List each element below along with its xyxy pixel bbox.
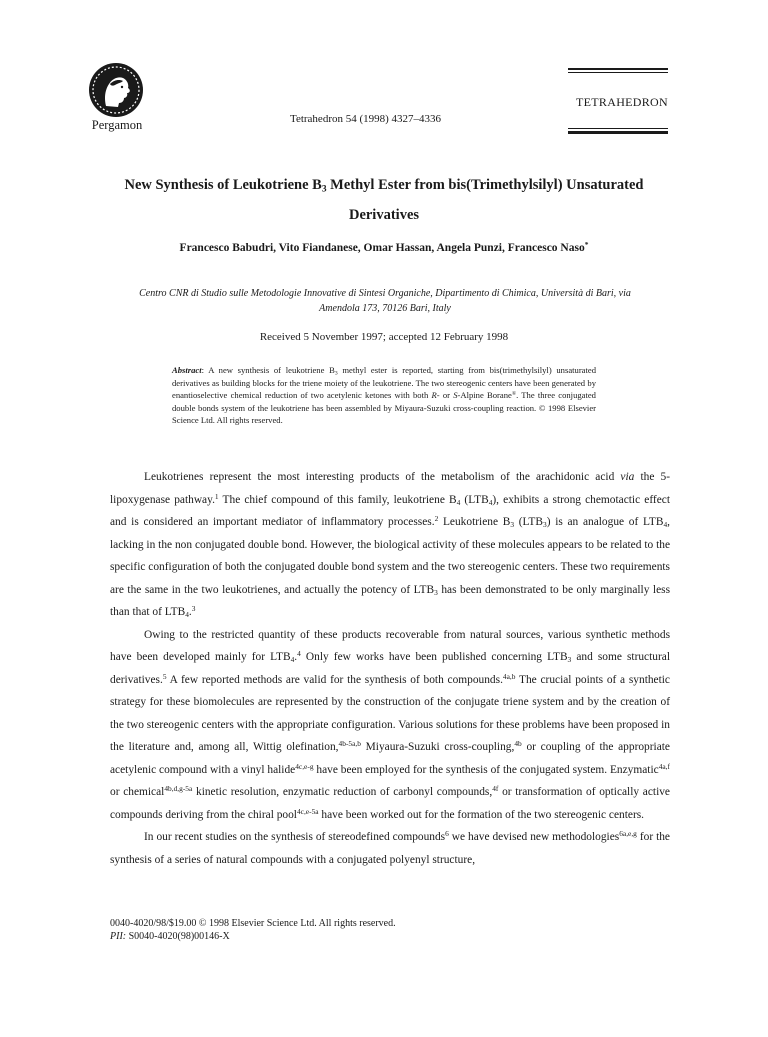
journal-citation: Tetrahedron 54 (1998) 4327–4336 xyxy=(290,113,442,125)
header-rule-top xyxy=(568,68,668,70)
header-rule-top-thin xyxy=(568,72,668,73)
abstract: Abstract: A new synthesis of leukotriene $B_3$ methyl ester is reported, starting from bis(trimethylsilyl) unsaturated derivatives as building blocks for the triene moiety of the leukotriene. The two stereogenic centers have been generated by enantioselective chemical reduction of two acetylenic ketones with both R- or S-Alpine Borane®. The three conjugated double bonds system of the leukotriene has been assembled by Miyaura-Suzuki cross-coupling reaction. © 1998 Elsevier Science Ltd. All rights reserved. xyxy=(172,365,596,425)
header-rule-bottom xyxy=(568,131,668,134)
journal-name: TETRAHEDRON xyxy=(576,95,668,109)
paragraph-1: Leukotrienes represent the most interesting products of the metabolism of the arachidonic acid via the 5-lipoxygenase pathway.$^1$ The chief compound of this family, leukotriene $B_4$ $(LTB_4)$, exhibits a strong chemotactic effect and is considered an important mediator of inflammatory processes.$^2$ Leukotriene $B_3$ $(LTB_3)$ is an analogue of $LTB_4$, lacking in the non conjugated double bond. However, the biological activity of these molecules appears to be related to the specific configuration of both the conjugated double bond system and the two stereogenic centers. These two requirements are the same in the two leukotrienes, and actually the potency of $LTB_3$ has been demonstrated to be only marginally less than that of $LTB_4.^3$ xyxy=(110,471,671,619)
publisher-name: Pergamon xyxy=(91,118,143,132)
header-rule-bottom-thin xyxy=(568,128,668,129)
paragraph-2: Owing to the restricted quantity of these products recoverable from natural sources, various synthetic methods have been developed mainly for $LTB_4.^4$ Only few works have been published concerning $LTB_3$ and some structural derivatives.$^5$ A few reported methods are valid for the synthesis of both compounds.$^{4a,b}$ The crucial points of a synthetic strategy for these biomolecules are represented by the construction of the conjugate triene system and by the creation of the two stereogenic centers with the appropriate configuration. Various solutions for these problems have been proposed in the literature and, among all, Wittig olefination,$^{4b-5a,b}$ Miyaura-Suzuki cross-coupling,$^{4b}$ or coupling of the appropriate acetylenic compound with a vinyl halide$^{4c,e-g}$ have been employed for the synthesis of the conjugated system. Enzymatic$^{4a,f}$ or chemical$^{4b,d,g-5a}$ kinetic resolution, enzymatic reduction of carbonyl compounds,$^{4f}$ or transformation of optically active compounds deriving from the chiral pool$^{4c,e-5a}$ have been worked out for the formation of the two stereogenic centers. xyxy=(110,628,670,821)
pergamon-head-logo-icon xyxy=(88,62,144,118)
copyright-footer xyxy=(110,917,396,943)
author-affiliation: Centro CNR di Studio sulle Metodologie Innovative di Sintesi Organiche, Dipartimento di Chimica, Università di Bari, via Amendola 173, 70126 Bari, Italy xyxy=(139,288,631,314)
copyright-line: 0040-4020/98/$19.00 © 1998 Elsevier Science Ltd. All rights reserved. xyxy=(110,918,396,929)
abstract-label: Abstract xyxy=(172,365,202,375)
author-list: Francesco Babudri, Vito Fiandanese, Omar Hassan, Angela Punzi, Francesco Naso* xyxy=(179,239,589,254)
pii-line: PII: S0040-4020(98)00146-X xyxy=(110,931,230,942)
received-dates: Received 5 November 1997; accepted 12 February 1998 xyxy=(259,331,509,343)
paragraph-3: In our recent studies on the synthesis of stereodefined compounds$^6$ we have devised new methodologies$^{6a,e,g}$ for the synthesis of a series of natural compounds with a conjugated polyenyl structure, xyxy=(110,828,670,866)
body-text xyxy=(110,466,670,871)
paper-title: New Synthesis of Leukotriene $B_3$ Methyl Ester from bis(Trimethylsilyl) Unsaturated Derivatives xyxy=(124,177,644,223)
